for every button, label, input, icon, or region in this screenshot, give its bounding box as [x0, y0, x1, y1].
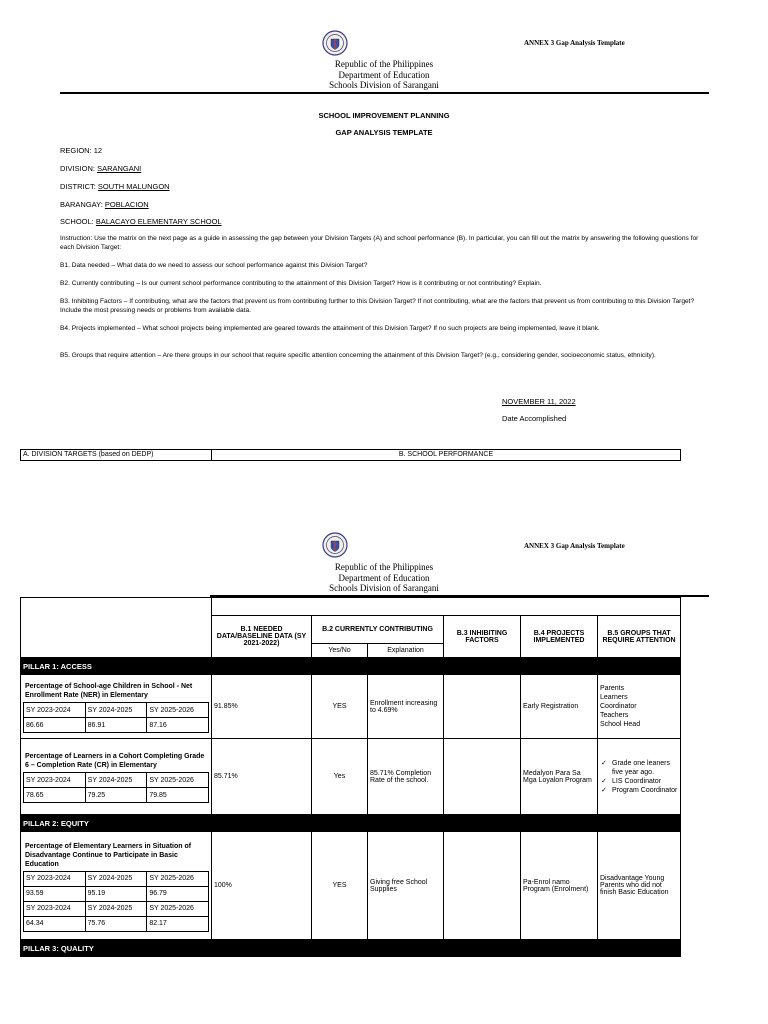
year-cell: SY 2025-2026 — [147, 901, 209, 916]
inhibiting-cell — [444, 739, 521, 815]
header-line-division: Schools Division of Sarangani — [329, 583, 439, 593]
groups-checklist — [600, 759, 678, 795]
explanation-cell: Enrollment increasing to 4.69% — [368, 675, 444, 739]
value-cell: 86.91 — [85, 718, 147, 733]
pillar-1-label: PILLAR 1: ACCESS — [21, 658, 681, 675]
district-label: DISTRICT: — [60, 182, 98, 191]
target-years-table — [23, 772, 209, 803]
header-line-division: Schools Division of Sarangani — [329, 80, 439, 90]
baseline-cell: 91.85% — [212, 675, 312, 739]
values-row — [24, 916, 209, 931]
column-a-header: A. DIVISION TARGETS (based on DEDP) — [23, 451, 154, 458]
group-item: Teachers — [600, 712, 629, 719]
value-cell: 86.66 — [24, 718, 86, 733]
explanation-cell: 85.71% Completion Rate of the school. — [368, 739, 444, 815]
group-item: Learners — [600, 694, 628, 701]
value-cell: 78.65 — [24, 788, 86, 803]
division-label: DIVISION: — [60, 164, 98, 173]
year-cell: SY 2023-2024 — [24, 773, 86, 788]
deped-seal-icon — [322, 530, 348, 560]
b2-text: B2. Currently contributing – Is our current school performance contributing to the attainment of this Division Target? How is it contributing or not contributing? Explain. — [60, 280, 542, 287]
indicator-text: Percentage of Learners in a Cohort Completing Grade 6 – Completion Rate (CR) in Elementary — [25, 753, 205, 769]
school-field — [60, 217, 222, 226]
b3-text: B3. Inhibiting Factors – If contributing, what are the factors that prevent us from contributing further to this Division Target? If not contributing, what are the factors that prevent us from contributing to this Division Target? Include the most pressing needs or problems from available data. — [60, 298, 695, 314]
b4-header: B.4 PROJECTS IMPLEMENTED — [521, 616, 598, 658]
value-cell: 79.85 — [147, 788, 209, 803]
title-gap: GAP ANALYSIS TEMPLATE — [335, 128, 433, 137]
year-cell: SY 2023-2024 — [24, 703, 86, 718]
baseline-cell: 85.71% — [212, 739, 312, 815]
explanation-cell: Giving free School Supplies — [368, 832, 444, 940]
indicator-text: Percentage of School-age Children in School - Net Enrollment Rate (NER) in Elementary — [25, 683, 193, 699]
school-value: BALACAYO ELEMENTARY SCHOOL — [95, 217, 222, 226]
agency-header — [284, 59, 484, 91]
table-top-row — [21, 598, 681, 616]
target-years-table — [23, 702, 209, 733]
groups-cell: Disadvantage Young Parents who did not finish Basic Education — [598, 832, 681, 940]
pillar-row-access — [21, 658, 681, 675]
b4-text: B4. Projects implemented – What school projects being implemented are geared towards the attainment of this Division Target? If no such projects are being implemented, leave it blank. — [60, 325, 600, 332]
group-item: ✓ Grade one leaners five year ago. — [600, 759, 678, 777]
year-cell: SY 2023-2024 — [24, 901, 86, 916]
header-line-department: Department of Education — [338, 69, 430, 80]
value-cell: 96.79 — [147, 886, 209, 901]
table-row — [21, 832, 681, 940]
values-row — [24, 718, 209, 733]
b3-header: B.3 INHIBITING FACTORS — [444, 616, 521, 658]
pillar-3-label: PILLAR 3: QUALITY — [21, 940, 681, 957]
column-b-header: B. SCHOOL PERFORMANCE — [398, 451, 494, 458]
value-cell: 82.17 — [147, 916, 209, 931]
table-row — [21, 675, 681, 739]
district-value: SOUTH MALUNGON — [97, 182, 170, 191]
value-cell: 95.19 — [85, 886, 147, 901]
group-item: ✓ Program Coordinator — [600, 786, 678, 795]
division-target-header-cell — [21, 598, 212, 658]
district-field — [60, 182, 170, 191]
header-rule — [60, 92, 709, 94]
year-cell: SY 2024-2025 — [85, 871, 147, 886]
indicator-cell — [21, 675, 212, 739]
date-accomplished-label: Date Accomplished — [502, 414, 567, 423]
instruction-text: Instruction: Use the matrix on the next page as a guide in assessing the gap between your Division Targets (A) and school performance (B). In particular, you can fill out the matrix by answering the following questions for each Division Target: — [60, 235, 699, 251]
b5-header: B.5 GROUPS THAT REQUIRE ATTENTION — [598, 616, 681, 658]
values-row — [24, 886, 209, 901]
b5-text: B5. Groups that require attention – Are there groups in our school that require specific attention concerning the attainment of this Division Target? (e.g., considering gender, socioeconomic status, ethnicity). — [60, 352, 656, 359]
page1-column-headers — [20, 449, 681, 461]
indicator-cell — [21, 832, 212, 940]
school-label: SCHOOL: — [60, 217, 96, 226]
baseline-cell: 100% — [212, 832, 312, 940]
barangay-label: BARANGAY: — [60, 200, 105, 209]
value-cell: 87.16 — [147, 718, 209, 733]
years-row — [24, 703, 209, 718]
target-years-table — [23, 871, 209, 932]
groups-cell — [598, 675, 681, 739]
value-cell: 93.59 — [24, 886, 86, 901]
pillar-row-quality — [21, 940, 681, 957]
indicator-text: Percentage of Elementary Learners in Situation of Disadvantage Continue to Participate in Basic Education — [25, 842, 192, 868]
yes-no-cell: YES — [312, 832, 368, 940]
b1-header: B.1 NEEDED DATA/BASELINE DATA (SY 2021-2022) — [212, 616, 312, 658]
value-cell: 79.25 — [85, 788, 147, 803]
year-cell: SY 2025-2026 — [147, 703, 209, 718]
title-sip: SCHOOL IMPROVEMENT PLANNING — [318, 111, 450, 120]
project-cell: Medalyon Para Sa Mga Loyalon Program — [521, 739, 598, 815]
year-cell: SY 2024-2025 — [85, 773, 147, 788]
explanation-header: Explanation — [368, 644, 444, 658]
agency-header — [284, 562, 484, 594]
table-row — [21, 739, 681, 815]
project-cell: Pa-Enrol namo Program (Enrolment) — [521, 832, 598, 940]
pillar-2-label: PILLAR 2: EQUITY — [21, 815, 681, 832]
value-cell: 75.76 — [85, 916, 147, 931]
inhibiting-cell — [444, 832, 521, 940]
pillar-row-equity — [21, 815, 681, 832]
gap-analysis-table — [20, 597, 681, 957]
region-value: 12 — [93, 146, 103, 155]
years-row — [24, 901, 209, 916]
blank-header-cell — [212, 598, 681, 616]
project-cell: Early Registration — [521, 675, 598, 739]
annex-label: ANNEX 3 Gap Analysis Template — [524, 39, 625, 47]
year-cell: SY 2023-2024 — [24, 871, 86, 886]
deped-seal-icon — [322, 28, 348, 58]
indicator-cell — [21, 739, 212, 815]
header-line-department: Department of Education — [338, 572, 430, 583]
inhibiting-cell — [444, 675, 521, 739]
yes-no-header: Yes/No — [312, 644, 368, 658]
b1-text: B1. Data needed – What data do we need to assess our school performance against this Division Target? — [60, 262, 368, 269]
group-item: School Head — [600, 721, 641, 728]
yes-no-cell: Yes — [312, 739, 368, 815]
yes-no-cell: YES — [312, 675, 368, 739]
region-label: REGION: — [60, 146, 94, 155]
group-item: ✓ LIS Coordinator — [600, 777, 678, 786]
barangay-value: POBLACION — [104, 200, 149, 209]
region-field — [60, 146, 102, 155]
years-row — [24, 871, 209, 886]
group-item: Parents — [600, 685, 625, 692]
division-value: SARANGANI — [97, 164, 142, 173]
barangay-field — [60, 200, 149, 209]
year-cell: SY 2024-2025 — [85, 703, 147, 718]
year-cell: SY 2025-2026 — [147, 871, 209, 886]
header-line-republic: Republic of the Philippines — [334, 59, 434, 69]
header-line-republic: Republic of the Philippines — [334, 562, 434, 572]
b2-header: B.2 CURRENTLY CONTRIBUTING — [312, 616, 444, 644]
division-field — [60, 164, 141, 173]
annex-label: ANNEX 3 Gap Analysis Template — [524, 542, 625, 550]
date-accomplished-value: NOVEMBER 11, 2022 — [502, 397, 576, 406]
year-cell: SY 2024-2025 — [85, 901, 147, 916]
years-row — [24, 773, 209, 788]
value-cell: 64.34 — [24, 916, 86, 931]
group-item: Coordinator — [600, 703, 637, 710]
year-cell: SY 2025-2026 — [147, 773, 209, 788]
groups-cell — [598, 739, 681, 815]
values-row — [24, 788, 209, 803]
